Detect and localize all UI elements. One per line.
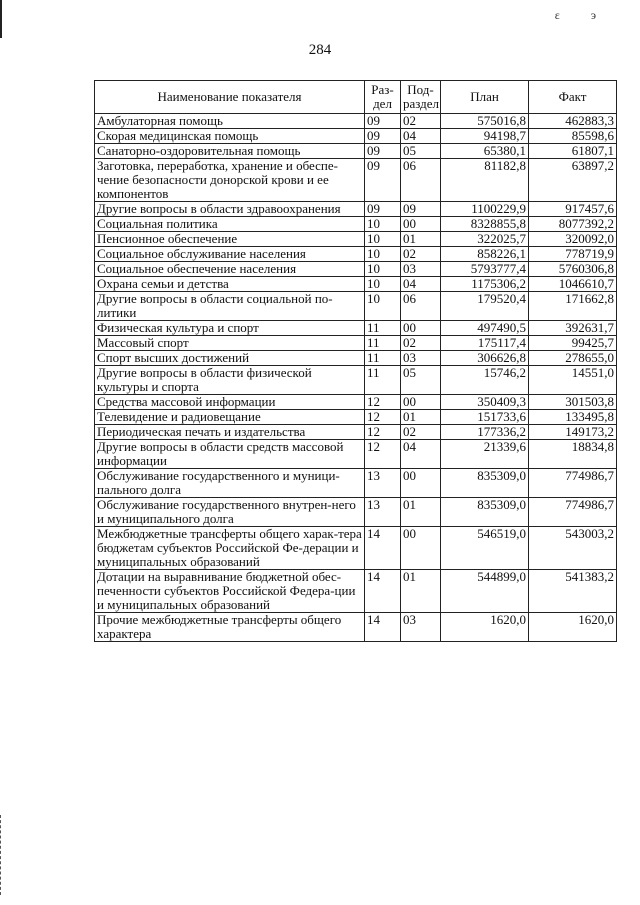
cell-name: Социальное обслуживание населения (95, 247, 365, 262)
budget-table (94, 80, 617, 642)
cell-name: Амбулаторная помощь (95, 114, 365, 129)
cell-fact: 8077392,2 (529, 217, 617, 232)
cell-fact: 85598,6 (529, 129, 617, 144)
cell-plan: 1100229,9 (441, 202, 529, 217)
cell-fact: 462883,3 (529, 114, 617, 129)
cell-section: 09 (365, 129, 401, 144)
cell-subsection: 00 (401, 395, 441, 410)
cell-plan: 65380,1 (441, 144, 529, 159)
cell-plan: 175117,4 (441, 336, 529, 351)
cell-fact: 392631,7 (529, 321, 617, 336)
cell-fact: 18834,8 (529, 440, 617, 469)
table-row (95, 262, 617, 277)
cell-section: 10 (365, 247, 401, 262)
cell-fact: 133495,8 (529, 410, 617, 425)
cell-plan: 177336,2 (441, 425, 529, 440)
table-row (95, 159, 617, 202)
cell-fact: 63897,2 (529, 159, 617, 202)
cell-section: 09 (365, 144, 401, 159)
cell-fact: 774986,7 (529, 469, 617, 498)
page-edge-mark (0, 0, 2, 38)
cell-section: 11 (365, 351, 401, 366)
table-row (95, 129, 617, 144)
cell-fact: 149173,2 (529, 425, 617, 440)
cell-section: 09 (365, 114, 401, 129)
cell-subsection: 06 (401, 292, 441, 321)
cell-plan: 350409,3 (441, 395, 529, 410)
table-row (95, 247, 617, 262)
header-plan: План (441, 81, 529, 114)
cell-name: Телевидение и радиовещание (95, 410, 365, 425)
cell-plan: 858226,1 (441, 247, 529, 262)
cell-subsection: 01 (401, 232, 441, 247)
cell-name: Заготовка, переработка, хранение и обеспе-чение безопасности донорской крови и ее компонентов (95, 159, 365, 202)
cell-section: 13 (365, 469, 401, 498)
cell-section: 09 (365, 202, 401, 217)
cell-fact: 1620,0 (529, 613, 617, 642)
cell-fact: 278655,0 (529, 351, 617, 366)
cell-fact: 1046610,7 (529, 277, 617, 292)
cell-subsection: 01 (401, 410, 441, 425)
cell-subsection: 02 (401, 425, 441, 440)
cell-plan: 1175306,2 (441, 277, 529, 292)
cell-subsection: 06 (401, 159, 441, 202)
cell-name: Межбюджетные трансферты общего харак-тера бюджетам субъектов Российской Фе-дерации и муниципальных образований (95, 527, 365, 570)
cell-fact: 541383,2 (529, 570, 617, 613)
table-row (95, 321, 617, 336)
cell-section: 14 (365, 613, 401, 642)
cell-subsection: 00 (401, 469, 441, 498)
cell-subsection: 00 (401, 527, 441, 570)
table-row (95, 425, 617, 440)
header-subsection-line2: раздел (403, 96, 440, 111)
cell-name: Обслуживание государственного и муници-пального долга (95, 469, 365, 498)
table-row (95, 613, 617, 642)
cell-section: 12 (365, 440, 401, 469)
table-row (95, 395, 617, 410)
table-header (95, 81, 617, 114)
cell-plan: 575016,8 (441, 114, 529, 129)
table-row (95, 144, 617, 159)
cell-section: 12 (365, 410, 401, 425)
header-subsection-line1: Под- (407, 82, 434, 97)
cell-subsection: 04 (401, 277, 441, 292)
cell-subsection: 01 (401, 498, 441, 527)
cell-name: Санаторно-оздоровительная помощь (95, 144, 365, 159)
table-row (95, 498, 617, 527)
cell-section: 10 (365, 232, 401, 247)
cell-name: Обслуживание государственного внутрен-него и муниципального долга (95, 498, 365, 527)
cell-subsection: 04 (401, 129, 441, 144)
cell-name: Физическая культура и спорт (95, 321, 365, 336)
cell-plan: 835309,0 (441, 498, 529, 527)
cell-subsection: 09 (401, 202, 441, 217)
cell-fact: 171662,8 (529, 292, 617, 321)
cell-name: Пенсионное обеспечение (95, 232, 365, 247)
header-section (365, 81, 401, 114)
cell-fact: 301503,8 (529, 395, 617, 410)
cell-subsection: 02 (401, 114, 441, 129)
corner-marks: ε э (554, 8, 610, 22)
cell-plan: 179520,4 (441, 292, 529, 321)
cell-plan: 544899,0 (441, 570, 529, 613)
cell-section: 10 (365, 292, 401, 321)
header-section-line1: Раз- (371, 82, 394, 97)
table-row (95, 440, 617, 469)
cell-name: Другие вопросы в области средств массовой информации (95, 440, 365, 469)
cell-name: Социальное обеспечение населения (95, 262, 365, 277)
cell-plan: 94198,7 (441, 129, 529, 144)
cell-fact: 99425,7 (529, 336, 617, 351)
table-row (95, 292, 617, 321)
header-section-line2: дел (373, 96, 392, 111)
header-subsection (401, 81, 441, 114)
cell-fact: 774986,7 (529, 498, 617, 527)
cell-section: 10 (365, 217, 401, 232)
margin-tick-marks (0, 815, 3, 895)
table-row (95, 469, 617, 498)
cell-fact: 14551,0 (529, 366, 617, 395)
cell-name: Средства массовой информации (95, 395, 365, 410)
cell-fact: 778719,9 (529, 247, 617, 262)
cell-subsection: 00 (401, 321, 441, 336)
cell-section: 11 (365, 366, 401, 395)
cell-plan: 15746,2 (441, 366, 529, 395)
cell-section: 14 (365, 570, 401, 613)
cell-subsection: 01 (401, 570, 441, 613)
cell-name: Другие вопросы в области социальной по-литики (95, 292, 365, 321)
header-name: Наименование показателя (95, 81, 365, 114)
cell-name: Прочие межбюджетные трансферты общего характера (95, 613, 365, 642)
cell-plan: 322025,7 (441, 232, 529, 247)
cell-plan: 151733,6 (441, 410, 529, 425)
cell-name: Охрана семьи и детства (95, 277, 365, 292)
table-row (95, 366, 617, 395)
cell-plan: 21339,6 (441, 440, 529, 469)
cell-section: 10 (365, 262, 401, 277)
table-row (95, 217, 617, 232)
table-row (95, 410, 617, 425)
cell-section: 14 (365, 527, 401, 570)
cell-plan: 1620,0 (441, 613, 529, 642)
table-row (95, 277, 617, 292)
cell-name: Скорая медицинская помощь (95, 129, 365, 144)
cell-plan: 546519,0 (441, 527, 529, 570)
cell-section: 11 (365, 321, 401, 336)
cell-subsection: 04 (401, 440, 441, 469)
cell-section: 12 (365, 395, 401, 410)
cell-section: 09 (365, 159, 401, 202)
cell-plan: 81182,8 (441, 159, 529, 202)
cell-subsection: 02 (401, 336, 441, 351)
cell-subsection: 03 (401, 351, 441, 366)
cell-plan: 497490,5 (441, 321, 529, 336)
cell-plan: 5793777,4 (441, 262, 529, 277)
table-body (95, 114, 617, 642)
cell-name: Спорт высших достижений (95, 351, 365, 366)
cell-fact: 917457,6 (529, 202, 617, 217)
cell-fact: 61807,1 (529, 144, 617, 159)
cell-plan: 306626,8 (441, 351, 529, 366)
cell-fact: 5760306,8 (529, 262, 617, 277)
cell-section: 11 (365, 336, 401, 351)
cell-section: 10 (365, 277, 401, 292)
cell-name: Периодическая печать и издательства (95, 425, 365, 440)
table-row (95, 570, 617, 613)
cell-name: Социальная политика (95, 217, 365, 232)
cell-subsection: 03 (401, 613, 441, 642)
header-fact: Факт (529, 81, 617, 114)
cell-plan: 8328855,8 (441, 217, 529, 232)
cell-fact: 320092,0 (529, 232, 617, 247)
page-number: 284 (308, 42, 332, 58)
table-row (95, 336, 617, 351)
table-row (95, 527, 617, 570)
cell-name: Массовый спорт (95, 336, 365, 351)
cell-name: Другие вопросы в области физической культуры и спорта (95, 366, 365, 395)
table-row (95, 114, 617, 129)
cell-plan: 835309,0 (441, 469, 529, 498)
cell-name: Другие вопросы в области здравоохранения (95, 202, 365, 217)
cell-section: 12 (365, 425, 401, 440)
cell-name: Дотации на выравнивание бюджетной обес-печенности субъектов Российской Федера-ции и муниципальных образований (95, 570, 365, 613)
cell-section: 13 (365, 498, 401, 527)
table-row (95, 202, 617, 217)
cell-fact: 543003,2 (529, 527, 617, 570)
cell-subsection: 02 (401, 247, 441, 262)
cell-subsection: 05 (401, 144, 441, 159)
cell-subsection: 05 (401, 366, 441, 395)
cell-subsection: 00 (401, 217, 441, 232)
cell-subsection: 03 (401, 262, 441, 277)
table-row (95, 351, 617, 366)
table-row (95, 232, 617, 247)
